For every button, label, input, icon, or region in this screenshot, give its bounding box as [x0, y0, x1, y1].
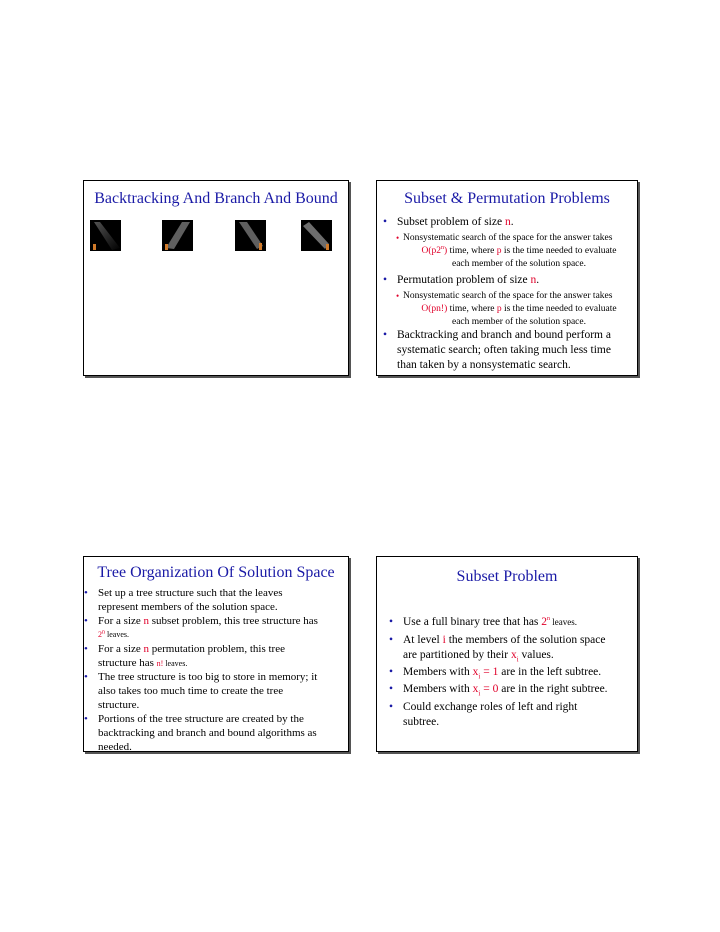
bullet-permutation-size [383, 273, 633, 288]
text-post: are in the left subtree. [498, 666, 602, 678]
bullet-left-subtree [389, 665, 635, 680]
bullet-dot: • [389, 666, 394, 678]
equals-1: = 1 [480, 666, 499, 678]
bullet-line-2: backtracking and branch and bound algorithms as [98, 727, 317, 739]
text-post: subset problem, this tree structure has [149, 615, 318, 627]
text-pre: For a size [98, 643, 144, 655]
slide-title: Subset Problem [456, 568, 558, 585]
slide-subset-problem [376, 556, 638, 752]
bullet-line-2: represent members of the solution space. [98, 601, 278, 613]
sub-mid2: is the time needed to evaluate [501, 246, 617, 256]
text-leaves: leaves. [550, 617, 578, 627]
text-pre: are partitioned by their [403, 649, 511, 661]
bullet-line-3: than taken by a nonsystematic search. [397, 359, 571, 371]
sub-mid1: time, where [447, 304, 497, 314]
text-pre: Members with [403, 666, 473, 678]
bullet-line-1: Set up a tree structure such that the leaves [98, 587, 283, 599]
bullet-right-subtree [389, 682, 635, 697]
bullet-portions [84, 712, 346, 754]
text-pre: For a size [98, 615, 144, 627]
sub-i: i [478, 689, 481, 698]
spotlight-image-3 [235, 220, 266, 251]
bullet-dot: • [84, 587, 88, 599]
bullet-dot: • [389, 634, 394, 646]
bullet-dot: • [389, 616, 394, 628]
bullet-line-1 [98, 614, 346, 628]
complexity-prefix: O(p2 [421, 246, 441, 256]
bullet-too-big [84, 670, 346, 712]
bullet-subset-leaves [84, 614, 346, 642]
bullet-dot: • [84, 643, 88, 655]
var-p: p [496, 304, 502, 314]
bullet-line-1: Could exchange roles of left and right [403, 701, 578, 713]
base-2: 2 [98, 630, 102, 639]
var-x: x [472, 666, 479, 678]
bullet-permutation-leaves [84, 642, 346, 671]
bullet-exchange-roles [389, 700, 635, 730]
text-pre: Members with [403, 683, 473, 695]
spotlight-image-1 [90, 220, 121, 251]
slide-backtracking [83, 180, 349, 376]
text-post: the members of the solution space [445, 634, 606, 646]
slide-tree-organization [83, 556, 349, 752]
var-i: i [442, 634, 446, 646]
var-n: n [143, 615, 150, 627]
bullet-dot: • [84, 615, 88, 627]
bullet-line-2 [98, 628, 346, 642]
bullet-dot: • [84, 671, 88, 683]
bullet-dot: • [383, 216, 388, 228]
bullet-text: Permutation problem of size [397, 274, 531, 286]
bullet-line-1: Portions of the tree structure are created by the [98, 713, 304, 725]
bullet-line-3: structure. [98, 699, 140, 711]
bullet-line-2: systematic search; often taking much less time [397, 344, 611, 356]
bullet-text: Subset problem of size [397, 216, 505, 228]
var-p: p [496, 246, 502, 256]
bullet-subset-size [383, 215, 633, 230]
slide-title: Subset & Permutation Problems [404, 190, 610, 207]
sub-i: i [478, 672, 481, 681]
spotlight-image-4 [301, 220, 332, 251]
bullet-full-binary-tree [389, 615, 635, 630]
sub-mid1: time, where [447, 246, 497, 256]
equals-0: = 0 [480, 683, 499, 695]
bullet-line-2: also takes too much time to create the tree [98, 685, 284, 697]
text-leaves: leaves. [105, 630, 129, 639]
sub-mid2: is the time needed to evaluate [501, 304, 617, 314]
bullet-systematic-search [383, 328, 633, 373]
sub-line-3: each member of the solution space. [451, 259, 586, 269]
sub-i: i [516, 655, 519, 664]
text-pre: structure has [98, 657, 157, 669]
bullet-text-end: . [536, 274, 540, 286]
var-n: n [530, 274, 537, 286]
sub-line-1: Nonsystematic search of the space for the answer takes [403, 291, 613, 301]
bullet-dot: • [383, 329, 388, 341]
text-post: permutation problem, this tree [149, 643, 285, 655]
complexity-suffix: ) [444, 246, 448, 256]
base-2: 2 [541, 616, 548, 628]
spotlight-image-2 [162, 220, 193, 251]
var-x: x [472, 683, 479, 695]
bullet-level-partition [389, 633, 635, 663]
sub-line-3: each member of the solution space. [451, 317, 586, 327]
bullet-text-end: . [510, 216, 514, 228]
bullet-line-1: The tree structure is too big to store in memory; it [98, 671, 318, 683]
slide-title: Tree Organization Of Solution Space [97, 564, 335, 581]
bullet-line-2: subtree. [403, 716, 440, 728]
var-n: n [504, 216, 511, 228]
bullet-dot: • [383, 274, 388, 286]
text-leaves: leaves. [163, 659, 188, 668]
text-pre: Use a full binary tree that has [403, 616, 542, 628]
text-post: values. [518, 649, 554, 661]
bullet-dot: • [389, 683, 394, 695]
var-n-factorial: n! [156, 659, 164, 668]
sub-dot: • [396, 233, 400, 243]
complexity-exp: n [441, 244, 444, 251]
bullet-line-1 [98, 642, 346, 656]
sub-bullet-permutation [396, 290, 635, 329]
var-x: x [510, 649, 517, 661]
sub-line-1: Nonsystematic search of the space for the answer takes [403, 233, 613, 243]
text-post: are in the right subtree. [498, 683, 608, 695]
sub-line-2 [403, 303, 635, 316]
sub-dot: • [396, 291, 400, 301]
bullet-line-1: Backtracking and branch and bound perform a [397, 329, 611, 341]
var-n: n [143, 643, 150, 655]
bullet-setup-tree [84, 586, 346, 614]
slide-subset-permutation [376, 180, 638, 376]
bullet-line-3: needed. [98, 741, 132, 753]
text-pre: At level [403, 634, 443, 646]
bullet-line-1 [403, 633, 635, 648]
bullet-line-2 [98, 656, 346, 671]
sub-bullet-subset [396, 232, 635, 271]
exp-n: n [547, 616, 551, 623]
exp-n: n [102, 629, 105, 636]
bullet-dot: • [389, 701, 394, 713]
sub-line-2 [403, 245, 635, 258]
bullet-dot: • [84, 713, 88, 725]
bullet-line-2 [403, 648, 635, 663]
complexity: O(pn!) [421, 304, 448, 314]
slide-title: Backtracking And Branch And Bound [94, 190, 338, 207]
